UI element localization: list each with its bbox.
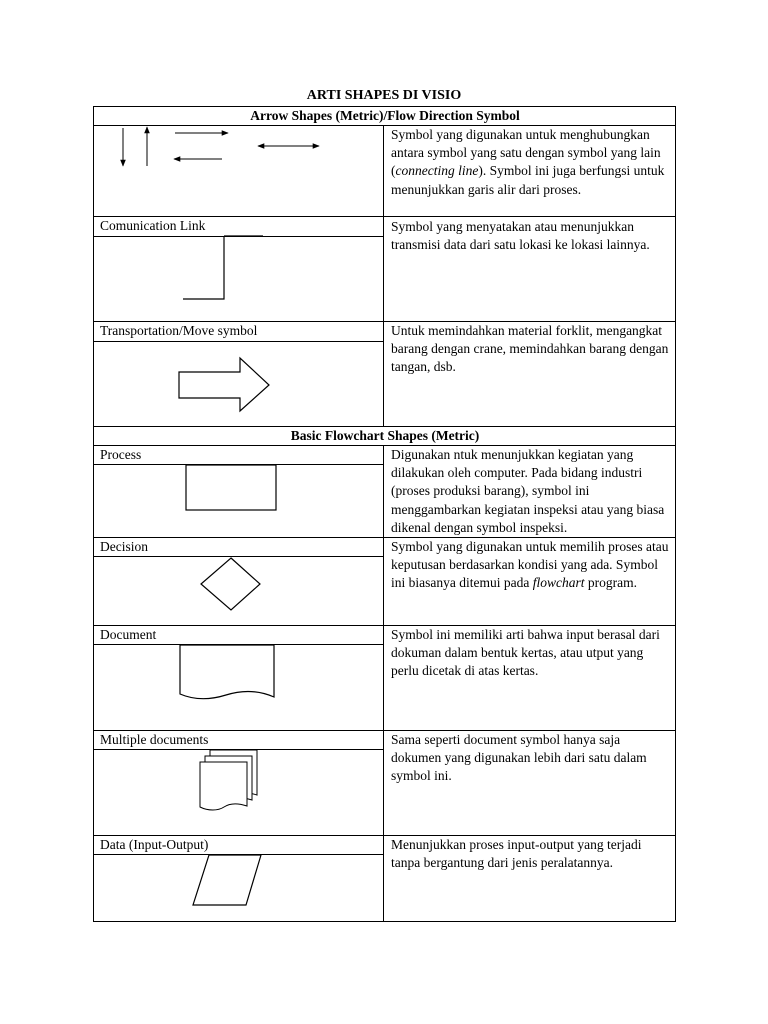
row-description-document: Symbol ini memiliki arti bahwa input berasal dari dokuman dalam bentuk kertas, atau utput yang perlu dicetak di atas kertas.	[391, 627, 660, 679]
flow-direction-arrows-icon	[123, 127, 319, 166]
row-description-multiple-documents: Sama seperti document symbol hanya saja dokumen yang digunakan lebih dari satu dalam symbol ini.	[391, 732, 647, 784]
row-description-flow-direction: Symbol yang digunakan untuk menghubungkan antara symbol yang satu dengan symbol yang lain (connecting line). Symbol ini juga berfungsi untuk menunjukkan garis alir dari proses.	[391, 127, 665, 197]
row-description-process: Digunakan ntuk menunjukkan kegiatan yang dilakukan oleh computer. Pada bidang industri (proses produksi barang), symbol ini menggambarkan kegiatan inspeksi atau yang biasa dikenal dengan symbol inspeksi.	[391, 447, 665, 535]
decision-diamond-icon	[201, 558, 260, 610]
page-title: ARTI SHAPES DI VISIO	[306, 88, 462, 103]
row-label-process: Process	[100, 447, 142, 462]
multiple-documents-icon	[200, 750, 257, 810]
data-parallelogram-icon	[193, 855, 261, 905]
communication-link-icon	[183, 236, 263, 299]
row-label-document: Document	[100, 627, 157, 642]
row-description-decision: Symbol yang digunakan untuk memilih proses atau keputusan berdasarkan kondisi yang ada. Symbol ini biasanya ditemui pada flowchart program.	[391, 539, 669, 591]
row-description-communication-link: Symbol yang menyatakan atau menunjukkan transmisi data dari satu lokasi ke lokasi lainnya.	[391, 219, 650, 253]
row-description-data-input-output: Menunjukkan proses input-output yang terjadi tanpa bergantung dari jenis peralatannya.	[391, 837, 642, 871]
process-rectangle-icon	[186, 465, 276, 510]
block-arrow-icon	[179, 358, 269, 411]
row-label-communication-link: Comunication Link	[100, 218, 206, 233]
section-header-basic-flowchart: Basic Flowchart Shapes (Metric)	[290, 428, 480, 443]
section-header-arrow-shapes: Arrow Shapes (Metric)/Flow Direction Symbol	[250, 108, 520, 123]
row-description-transportation: Untuk memindahkan material forklit, mengangkat barang dengan crane, memindahkan barang dengan tangan, dsb.	[391, 323, 669, 375]
document-icon	[180, 645, 274, 699]
row-label-transportation: Transportation/Move symbol	[100, 323, 258, 338]
row-label-multiple-documents: Multiple documents	[100, 732, 209, 747]
row-label-decision: Decision	[100, 539, 148, 554]
row-label-data-input-output: Data (Input-Output)	[100, 837, 209, 852]
